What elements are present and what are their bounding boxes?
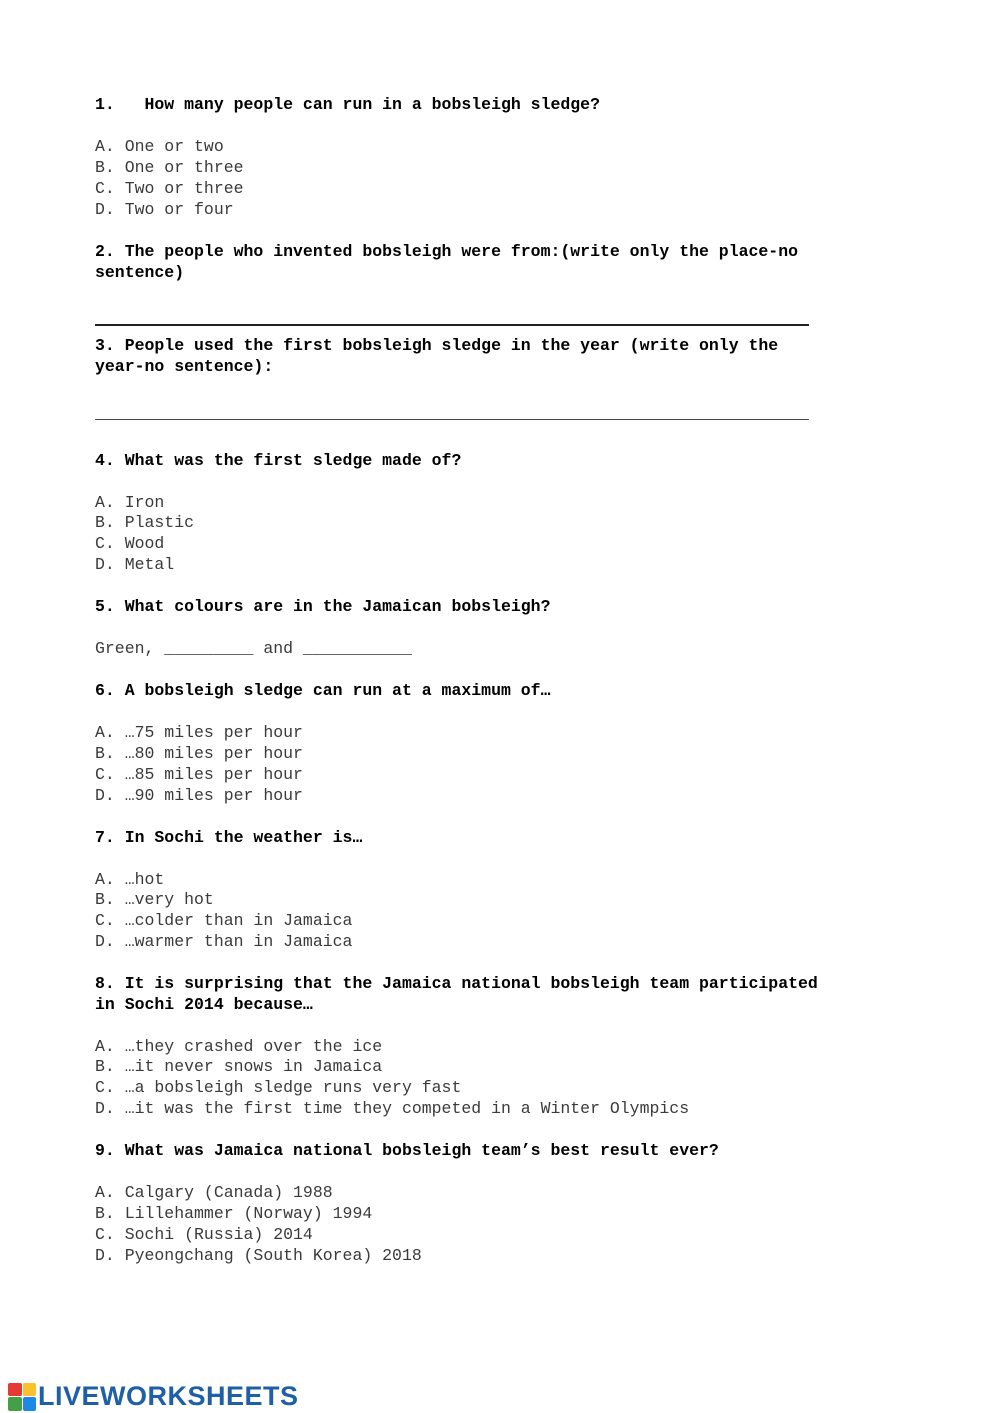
question-4: 4. What was the first sledge made of? [95,451,462,470]
logo-block-green [8,1397,22,1411]
q4-option-a[interactable]: A. Iron [95,493,165,512]
q9-option-c[interactable]: C. Sochi (Russia) 2014 [95,1225,313,1244]
q7-option-d[interactable]: D. …warmer than in Jamaica [95,932,353,951]
question-1: 1. How many people can run in a bobsleigh sledge? [95,95,600,114]
q3-answer-line[interactable] [95,419,809,420]
liveworksheets-logo-icon [8,1383,36,1411]
q9-option-d[interactable]: D. Pyeongchang (South Korea) 2018 [95,1246,422,1265]
q5-answer-line[interactable]: Green, _________ and ___________ [95,639,412,658]
logo-block-yellow [23,1383,37,1397]
q8-option-c[interactable]: C. …a bobsleigh sledge runs very fast [95,1078,462,1097]
q4-option-d[interactable]: D. Metal [95,555,175,574]
question-2-line-1: 2. The people who invented bobsleigh were from:(write only the place-no [95,242,799,261]
q6-option-d[interactable]: D. …90 miles per hour [95,786,303,805]
q4-option-b[interactable]: B. Plastic [95,513,195,532]
q6-option-c[interactable]: C. …85 miles per hour [95,765,303,784]
question-9: 9. What was Jamaica national bobsleigh team’s best result ever? [95,1141,719,1160]
q7-option-a[interactable]: A. …hot [95,870,165,889]
q6-option-b[interactable]: B. …80 miles per hour [95,744,303,763]
q2-answer-line[interactable] [95,324,809,326]
question-2-line-2: sentence) [95,263,185,282]
question-7: 7. In Sochi the weather is… [95,828,363,847]
q7-option-c[interactable]: C. …colder than in Jamaica [95,911,353,930]
q9-option-a[interactable]: A. Calgary (Canada) 1988 [95,1183,333,1202]
footer-branding [8,1381,299,1412]
q1-option-c[interactable]: C. Two or three [95,179,244,198]
question-5: 5. What colours are in the Jamaican bobsleigh? [95,597,551,616]
q1-option-a[interactable]: A. One or two [95,137,224,156]
question-8-line-2: in Sochi 2014 because… [95,995,313,1014]
question-3-line-1: 3. People used the first bobsleigh sledge in the year (write only the [95,336,779,355]
question-3-line-2: year-no sentence): [95,357,274,376]
q8-option-a[interactable]: A. …they crashed over the ice [95,1037,383,1056]
brand-name: LIVEWORKSHEETS [38,1381,299,1411]
q7-option-b[interactable]: B. …very hot [95,890,214,909]
q1-option-d[interactable]: D. Two or four [95,200,234,219]
q6-option-a[interactable]: A. …75 miles per hour [95,723,303,742]
q8-option-b[interactable]: B. …it never snows in Jamaica [95,1057,383,1076]
logo-block-red [8,1383,22,1397]
q8-option-d[interactable]: D. …it was the first time they competed in a Winter Olympics [95,1099,690,1118]
question-8-line-1: 8. It is surprising that the Jamaica national bobsleigh team participated [95,974,818,993]
logo-block-blue [23,1397,37,1411]
q9-option-b[interactable]: B. Lillehammer (Norway) 1994 [95,1204,373,1223]
question-6: 6. A bobsleigh sledge can run at a maximum of… [95,681,551,700]
q4-option-c[interactable]: C. Wood [95,534,165,553]
q1-option-b[interactable]: B. One or three [95,158,244,177]
